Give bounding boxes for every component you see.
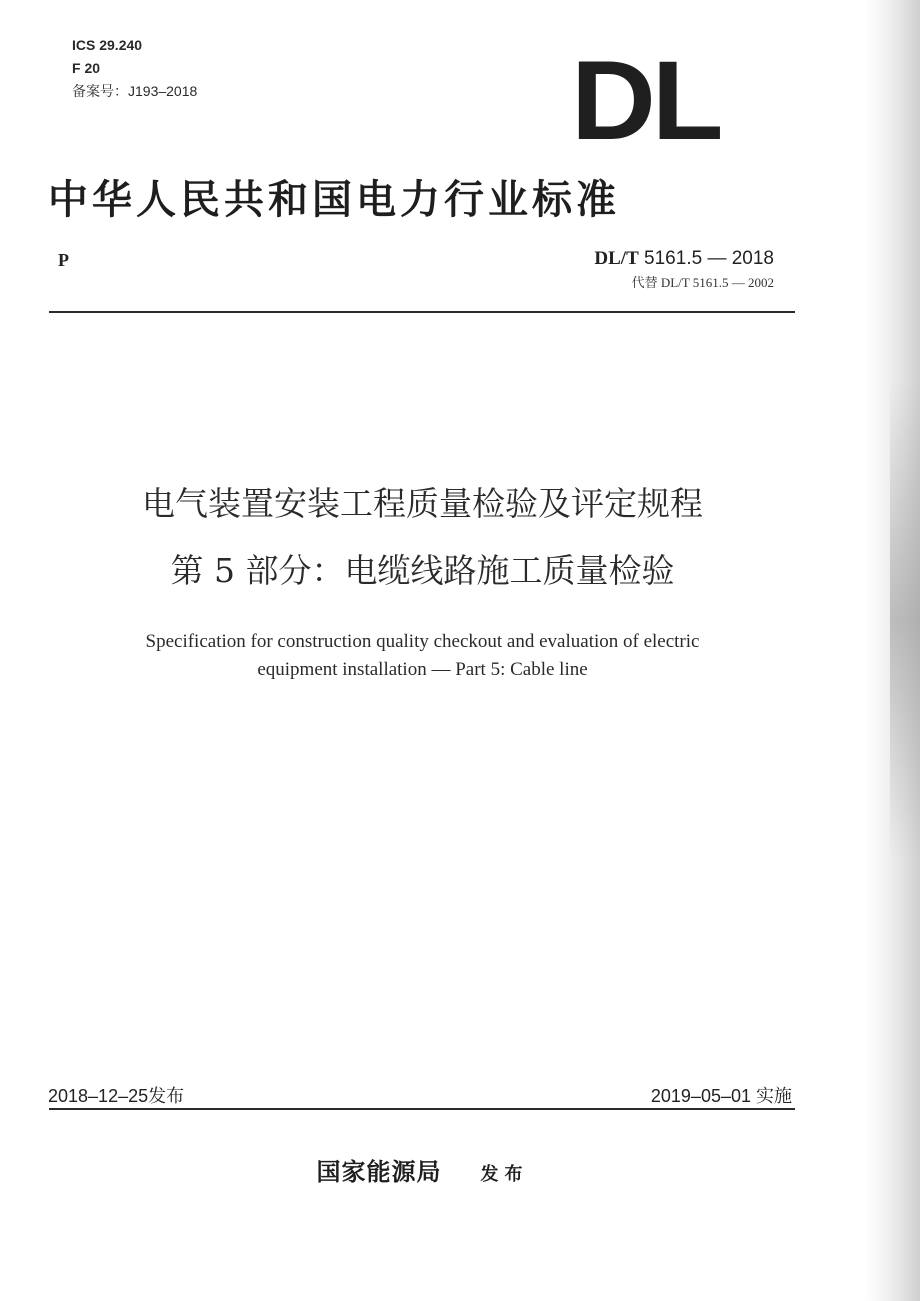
english-title-line-2: equipment installation — Part 5: Cable line	[257, 659, 588, 680]
english-title	[0, 628, 845, 684]
header-divider	[49, 311, 795, 313]
issue-date: 2018–12–25发布	[48, 1086, 185, 1106]
page-edge-shading	[890, 380, 920, 860]
standard-code: 5161.5 — 2018	[644, 248, 774, 269]
standard-number-block	[594, 248, 774, 291]
p-code: P	[58, 250, 69, 270]
english-title-line-1: Specification for construction quality checkout and evaluation of electric	[145, 631, 700, 652]
replaces-note: 代替 DL/T 5161.5 — 2002	[631, 275, 774, 290]
issuing-organization: 国家能源局	[316, 1158, 442, 1186]
standard-prefix: DL/T	[594, 248, 639, 269]
standard-type-heading: 中华人民共和国电力行业标准	[48, 177, 620, 223]
issuer-block	[0, 1152, 845, 1187]
issue-action: 发布	[480, 1164, 529, 1185]
standard-number	[594, 248, 774, 270]
record-number: 备案号：J193–2018	[72, 83, 198, 99]
classification-block	[72, 34, 197, 103]
chinese-title-line-1: 电气装置安装工程质量检验及评定规程	[142, 484, 703, 523]
dl-logo: DL	[571, 38, 720, 163]
ccs-code: F 20	[72, 60, 101, 76]
footer-divider	[49, 1108, 795, 1110]
effective-date: 2019–05–01 实施	[650, 1086, 792, 1106]
ics-code: ICS 29.240	[72, 37, 143, 53]
chinese-title-line-2: 第 5 部分：电缆线路施工质量检验	[170, 551, 675, 590]
